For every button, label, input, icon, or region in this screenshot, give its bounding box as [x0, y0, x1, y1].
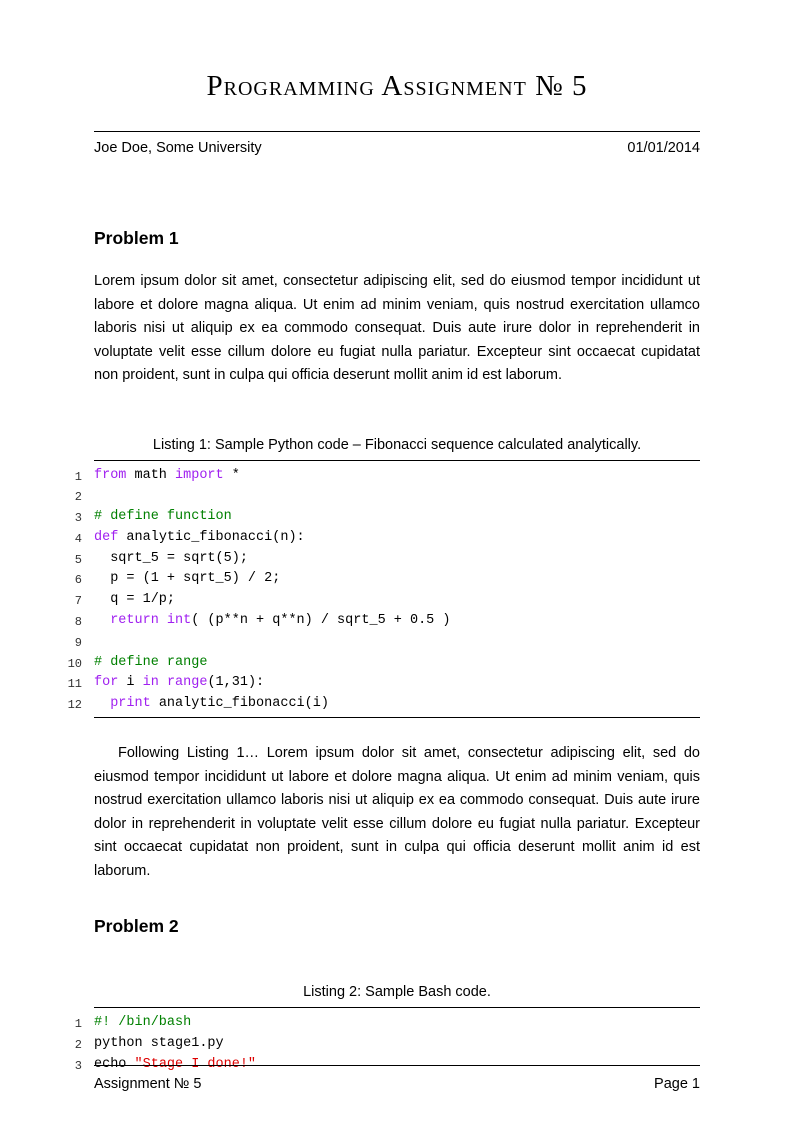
- code-line: [74, 507, 700, 528]
- code-line: [74, 549, 700, 570]
- code-line-number: 9: [74, 635, 82, 650]
- code-line-text: [94, 613, 450, 628]
- code-token-plain: [94, 696, 110, 711]
- code-line: [74, 569, 700, 590]
- code-line: [74, 528, 700, 549]
- code-token-string: "Stage I done!": [134, 1056, 257, 1072]
- code-token-plain: i: [118, 675, 143, 691]
- code-line-text: [94, 1036, 224, 1051]
- code-line: [74, 1013, 700, 1034]
- footer-left: Assignment № 5: [94, 1076, 202, 1092]
- code-token-plain: sqrt_5 = sqrt(5);: [94, 550, 248, 566]
- code-token-plain: [94, 613, 110, 628]
- code-line-text: [94, 675, 264, 690]
- code-token-comment: # define function: [94, 509, 232, 525]
- code-token-plain: analytic_fibonacci(n):: [118, 529, 305, 545]
- code-line-text: [94, 571, 280, 586]
- problem-1-paragraph: Lorem ipsum dolor sit amet, consectetur adipiscing elit, sed do eiusmod tempor incididunt ut labore et dolore magna aliqua. Ut enim ad minim veniam, quis nostrud exercitation ullamco laboris nisi ut aliquip ex ea commodo consequat. Duis aute irure dolor in reprehenderit in voluptate velit esse cillum dolore eu fugiat nulla pariatur. Excepteur sint occaecat cupidatat non proident, sunt in culpa qui officia deserunt mollit anim id est laborum.: [94, 273, 700, 383]
- code-line-text: [94, 696, 329, 711]
- code-token-kw: def: [94, 529, 119, 545]
- code-line-text: [94, 468, 240, 483]
- code-line: [74, 486, 700, 507]
- listing-2: [74, 983, 700, 1075]
- code-line-text: [94, 551, 248, 566]
- code-token-plain: ( (p**n + q**n) / sqrt_5 + 0.5 ): [191, 613, 451, 629]
- code-line: [74, 1034, 700, 1055]
- code-line: [74, 632, 700, 653]
- code-line-text: [94, 592, 175, 607]
- code-line: [74, 611, 700, 632]
- problem-1-paragraph-after-listing: Following Listing 1… Lorem ipsum dolor sit amet, consectetur adipiscing elit, sed do eiusmod tempor incididunt ut labore et dolore magna aliqua. Ut enim ad minim veniam, quis nostrud exercitation ullamco laboris nisi ut aliquip ex ea commodo consequat. Duis aute irure dolor in reprehenderit in voluptate velit esse cillum dolore eu fugiat nulla pariatur. Excepteur sint occaecat cupidatat non proident, sunt in culpa qui officia deserunt mollit anim id est laborum.: [94, 745, 700, 879]
- code-line-number: 3: [74, 511, 82, 526]
- listing-2-caption: Listing 2: Sample Bash code.: [303, 984, 491, 1001]
- code-line-number: 1: [74, 469, 82, 484]
- code-line-number: 1: [74, 1017, 82, 1032]
- code-line: [74, 590, 700, 611]
- code-token-plain: echo: [94, 1056, 135, 1072]
- code-token-plain: math: [126, 467, 176, 483]
- code-token-plain: p = (1 + sqrt_5) / 2;: [94, 571, 281, 587]
- code-token-comment: #! /bin/bash: [94, 1015, 192, 1031]
- code-token-comment: # define range: [94, 654, 208, 670]
- code-line-number: 12: [67, 698, 82, 713]
- code-line-number: 4: [74, 531, 82, 546]
- code-line-number: 5: [74, 552, 82, 567]
- code-line-number: 2: [74, 490, 82, 505]
- author: Joe Doe, Some University: [94, 140, 262, 156]
- code-token-plain: [159, 675, 167, 690]
- code-token-plain: [159, 613, 167, 628]
- page-footer: [94, 1065, 700, 1094]
- code-line-number: 8: [74, 615, 82, 630]
- code-line-number: 6: [74, 573, 82, 588]
- code-token-plain: *: [223, 467, 240, 483]
- code-token-kw: int: [166, 613, 192, 629]
- date: 01/01/2014: [627, 140, 700, 156]
- code-line: [67, 673, 700, 694]
- code-line-text: [94, 509, 232, 524]
- code-token-plain: python stage1.py: [94, 1035, 224, 1051]
- code-token-kw: from: [94, 467, 127, 483]
- code-line-text: [94, 655, 207, 670]
- code-line: [74, 466, 700, 487]
- problem-1-heading: Problem 1: [94, 228, 179, 248]
- code-line: [67, 694, 700, 715]
- code-token-kw: print: [110, 696, 151, 712]
- code-token-kw: return: [110, 613, 159, 629]
- code-line-number: 7: [74, 594, 82, 609]
- code-line-number: 3: [74, 1058, 82, 1073]
- code-line: [67, 653, 700, 674]
- listing-1-caption: Listing 1: Sample Python code – Fibonacci sequence calculated analytically.: [152, 436, 642, 453]
- code-line-number: 10: [67, 656, 82, 671]
- code-line-number: 11: [67, 677, 82, 692]
- listing-1-bottom-rule: [94, 717, 700, 718]
- code-token-plain: (1,31):: [207, 675, 265, 691]
- code-token-kw: import: [175, 467, 224, 483]
- code-line-text: [94, 530, 305, 545]
- problem-2-heading: Problem 2: [94, 916, 179, 937]
- document-title: Programming Assignment № 5: [206, 70, 588, 102]
- code-token-kw: for: [94, 675, 119, 691]
- code-token-kw: in: [142, 675, 159, 691]
- code-line-text: [94, 1015, 191, 1030]
- code-token-plain: q = 1/p;: [94, 592, 176, 608]
- byline: [94, 132, 700, 158]
- footer-right: Page 1: [654, 1076, 700, 1092]
- listing-1: [67, 436, 700, 719]
- code-token-plain: analytic_fibonacci(i): [150, 696, 329, 712]
- code-token-kw: range: [166, 675, 208, 691]
- code-line-number: 2: [74, 1037, 82, 1052]
- listing-1-code: [67, 461, 700, 716]
